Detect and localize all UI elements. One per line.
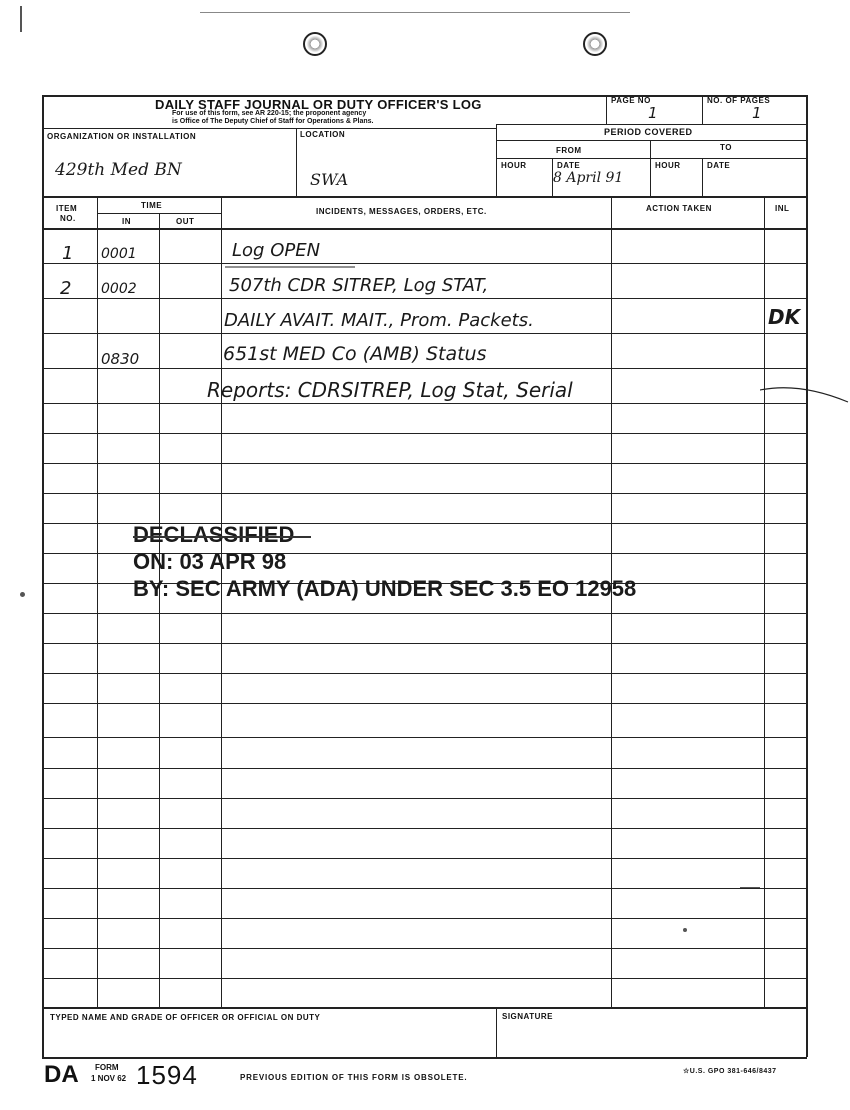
underline-stroke	[760, 380, 850, 410]
to-date-label: DATE	[707, 161, 731, 170]
location-value[interactable]: SWA	[310, 170, 349, 189]
period-covered-label: PERIOD COVERED	[604, 127, 693, 137]
action-taken-header: ACTION TAKEN	[646, 204, 712, 213]
form-da-label: DA	[44, 1061, 79, 1088]
page-no-value: 1	[648, 104, 658, 122]
form-date-label: 1 NOV 62	[91, 1074, 127, 1083]
form-subtitle-line1: For use of this form, see AR 220-15; the proponent agency	[172, 110, 367, 117]
entry-2-time-in[interactable]: 0002	[101, 281, 137, 297]
entry-1-item[interactable]: 1	[62, 243, 74, 264]
gpo-notice: ☆U.S. GPO 381-646/8437	[683, 1068, 777, 1075]
entry-2-text[interactable]: 507th CDR SITREP, Log STAT,	[229, 275, 489, 296]
underline-stroke	[225, 262, 365, 272]
declassified-stamp-line1: DECLASSIFIED	[133, 522, 295, 547]
entry-5-text[interactable]: Reports: CDRSITREP, Log Stat, Serial	[207, 378, 573, 402]
signature-label: SIGNATURE	[502, 1012, 554, 1021]
page-no-label: PAGE NO	[611, 96, 651, 105]
item-no-header-line1: ITEM	[56, 204, 78, 213]
to-label: TO	[720, 143, 732, 152]
form-title: DAILY STAFF JOURNAL OR DUTY OFFICER'S LOG	[155, 97, 482, 112]
declassified-stamp-line2: ON: 03 APR 98	[133, 549, 287, 574]
from-hour-label: HOUR	[501, 161, 527, 170]
scan-speck	[200, 12, 630, 13]
officer-name-field[interactable]	[46, 1024, 492, 1054]
officer-name-label: TYPED NAME AND GRADE OF OFFICER OR OFFICIAL ON DUTY	[50, 1013, 321, 1022]
to-hour-label: HOUR	[655, 161, 681, 170]
signature-field[interactable]	[500, 1024, 802, 1054]
form-number: 1594	[136, 1060, 198, 1090]
stamp-strikethrough	[133, 536, 311, 538]
location-label: LOCATION	[300, 130, 346, 139]
incidents-header: INCIDENTS, MESSAGES, ORDERS, ETC.	[316, 207, 487, 216]
form-word-label: FORM	[95, 1063, 119, 1072]
from-date-label: DATE	[557, 161, 581, 170]
initials-header: INL	[775, 204, 790, 213]
entry-3-initials[interactable]: DK	[768, 305, 801, 329]
previous-edition-notice: PREVIOUS EDITION OF THIS FORM IS OBSOLETE.	[240, 1073, 468, 1082]
time-header: TIME	[141, 201, 163, 210]
declassified-stamp-line3: BY: SEC ARMY (ADA) UNDER SEC 3.5 EO 12958	[133, 576, 637, 601]
scan-speck	[20, 6, 22, 32]
form-subtitle-line2: is Office of The Deputy Chief of Staff for Operations & Plans.	[172, 118, 374, 125]
entry-4-time-in[interactable]: 0830	[101, 350, 140, 368]
org-label: ORGANIZATION OR INSTALLATION	[47, 132, 197, 141]
no-of-pages-value: 1	[752, 104, 762, 122]
punch-hole-right	[583, 32, 607, 56]
entry-4-text[interactable]: 651st MED Co (AMB) Status	[223, 343, 487, 365]
no-of-pages-label: NO. OF PAGES	[707, 96, 771, 105]
from-date-value[interactable]: 8 April 91	[553, 170, 624, 186]
item-no-header-line2: NO.	[60, 214, 76, 223]
scan-speck	[20, 592, 25, 597]
org-value[interactable]: 429th Med BN	[55, 160, 182, 180]
from-label: FROM	[556, 146, 582, 155]
scan-speck	[683, 928, 687, 932]
punch-hole-left	[303, 32, 327, 56]
entry-2-item[interactable]: 2	[60, 278, 72, 299]
time-in-header: IN	[122, 217, 131, 226]
entry-1-text[interactable]: Log OPEN	[232, 240, 321, 261]
entry-1-time-in[interactable]: 0001	[101, 246, 137, 262]
time-out-header: OUT	[176, 217, 195, 226]
entry-3-text[interactable]: DAILY AVAIT. MAIT., Prom. Packets.	[224, 310, 534, 331]
